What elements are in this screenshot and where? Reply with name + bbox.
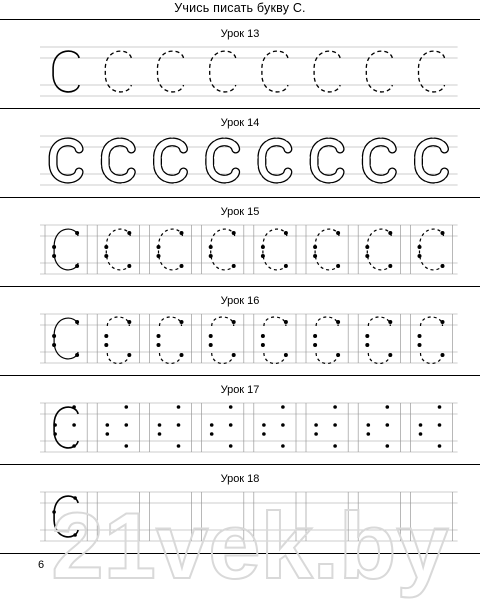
letter-c-trace [314,51,340,92]
letter-c-trace [263,229,287,270]
guide-dot [365,334,369,338]
guide-dot [157,254,161,258]
guide-dot [336,320,340,324]
guide-dot [386,444,390,448]
guide-dot [386,405,390,409]
lesson-17-practice-row [0,398,480,458]
guide-dot [333,405,337,409]
guide-dot [53,423,57,427]
guide-dot [72,444,76,448]
lesson-14-divider [0,197,480,198]
letter-c-trace [210,51,236,92]
guide-dot [75,320,79,324]
guide-dot [261,254,265,258]
guide-dot [419,432,423,436]
guide-dot [441,231,445,235]
guide-dot [106,432,110,436]
guide-dot [210,432,214,436]
letter-c-trace [367,229,391,270]
guide-dot [73,496,77,500]
guide-dot [158,432,162,436]
guide-dot [52,245,56,249]
lesson-16-divider [0,375,480,376]
guide-dot [367,423,371,427]
guide-dot [438,444,442,448]
letter-c-sample [54,229,78,270]
guide-dot [125,423,129,427]
guide-dot [157,245,161,249]
guide-dot [232,231,236,235]
letter-c-trace [420,229,444,270]
guide-dot [281,423,285,427]
lesson-15-divider [0,286,480,287]
guide-dot [127,264,131,268]
guide-dot [438,405,442,409]
guide-dot [261,245,265,249]
letter-c-trace [211,229,235,270]
guide-dot [365,343,369,347]
guide-dot [281,444,285,448]
letter-c-trace [159,229,183,270]
guide-dot [209,343,213,347]
letter-c-sample [53,51,79,92]
letter-c-trace [262,51,288,92]
lesson-18-practice-row [0,487,480,547]
letter-c-partial-trace [316,317,338,364]
top-divider [0,19,480,20]
guide-dot [72,423,76,427]
guide-dot [229,444,233,448]
guide-dot [284,353,288,357]
guide-dot [418,254,422,258]
guide-dot [75,231,79,235]
lesson-17-title: Урок 17 [220,384,260,396]
guide-dot [333,423,337,427]
guide-dot [262,423,266,427]
guide-dot [125,444,129,448]
letter-c-partial-trace [264,317,286,364]
lesson-14-title: Урок 14 [220,117,260,129]
letter-c-trace [158,51,184,92]
letter-c-sample [54,407,78,448]
lesson-14-practice-row [0,131,480,191]
letter-c-trace [419,51,445,92]
guide-dot [441,353,445,357]
guide-dot [229,423,233,427]
guide-dot [284,264,288,268]
guide-dot [127,353,131,357]
guide-dot [73,533,77,537]
guide-dot [336,353,340,357]
guide-dot [157,334,161,338]
guide-dot [261,343,265,347]
letter-c-partial-trace [421,317,443,364]
lesson-13-practice-row [0,42,480,102]
guide-dot [52,334,56,338]
guide-dot [336,231,340,235]
guide-dot [72,405,76,409]
letter-c-partial-trace [212,317,234,364]
letter-c-trace [106,229,130,270]
guide-dot [365,254,369,258]
guide-dot [313,254,317,258]
guide-dot [104,334,108,338]
guide-dot [419,423,423,427]
guide-dot [180,320,184,324]
page-title: Учись писать букву С. [174,1,306,15]
guide-dot [52,254,56,258]
guide-dot [441,264,445,268]
guide-dot [333,444,337,448]
guide-dot [418,245,422,249]
guide-dot [104,245,108,249]
guide-dot [75,353,79,357]
guide-dot [104,254,108,258]
guide-dot [180,353,184,357]
lesson-17-divider [0,464,480,465]
letter-c-partial-trace [107,317,129,364]
lesson-15-practice-row [0,220,480,280]
guide-dot [284,231,288,235]
guide-dot [157,343,161,347]
guide-dot [52,343,56,347]
guide-dot [229,405,233,409]
guide-dot [127,320,131,324]
bottom-divider [0,553,480,554]
guide-dot [388,264,392,268]
letter-c-partial-trace [160,317,182,364]
guide-dot [127,231,131,235]
guide-dot [386,423,390,427]
guide-dot [284,320,288,324]
lesson-13-divider [0,108,480,109]
guide-dot [53,432,57,436]
guide-dot [125,405,129,409]
guide-dot [209,254,213,258]
guide-dot [158,423,162,427]
guide-dot [75,264,79,268]
page-number: 6 [38,559,45,571]
letter-c-sample [54,318,78,359]
letter-c-partial-trace [368,317,390,364]
guide-dot [232,320,236,324]
guide-dot [314,432,318,436]
guide-dot [418,343,422,347]
letter-c-trace [366,51,392,92]
lesson-15-title: Урок 15 [220,206,260,218]
watermark-text: 21vek.by [51,493,449,598]
guide-dot [180,231,184,235]
guide-dot [177,444,181,448]
guide-dot [209,334,213,338]
guide-dot [104,343,108,347]
guide-dot [314,423,318,427]
guide-dot [232,353,236,357]
guide-dot [336,264,340,268]
letter-c-trace [105,51,131,92]
lesson-18-title: Урок 18 [220,473,260,485]
guide-dot [313,334,317,338]
guide-dot [388,320,392,324]
guide-dot [388,231,392,235]
guide-dot [261,334,265,338]
guide-dot [367,432,371,436]
guide-dot [210,423,214,427]
lesson-16-practice-row [0,309,480,369]
guide-dot [365,245,369,249]
guide-dot [441,320,445,324]
guide-dot [232,264,236,268]
guide-dot [418,334,422,338]
guide-dot [313,343,317,347]
guide-dot [262,432,266,436]
guide-dot [177,405,181,409]
letter-c-sample [54,496,78,537]
guide-dot [313,245,317,249]
lesson-13-title: Урок 13 [220,28,260,40]
lesson-16-title: Урок 16 [220,295,260,307]
guide-dot [180,264,184,268]
guide-dot [438,423,442,427]
guide-dot [388,353,392,357]
guide-dot [281,405,285,409]
letter-c-trace [315,229,339,270]
guide-dot [52,510,56,514]
guide-dot [106,423,110,427]
guide-dot [177,423,181,427]
guide-dot [209,245,213,249]
